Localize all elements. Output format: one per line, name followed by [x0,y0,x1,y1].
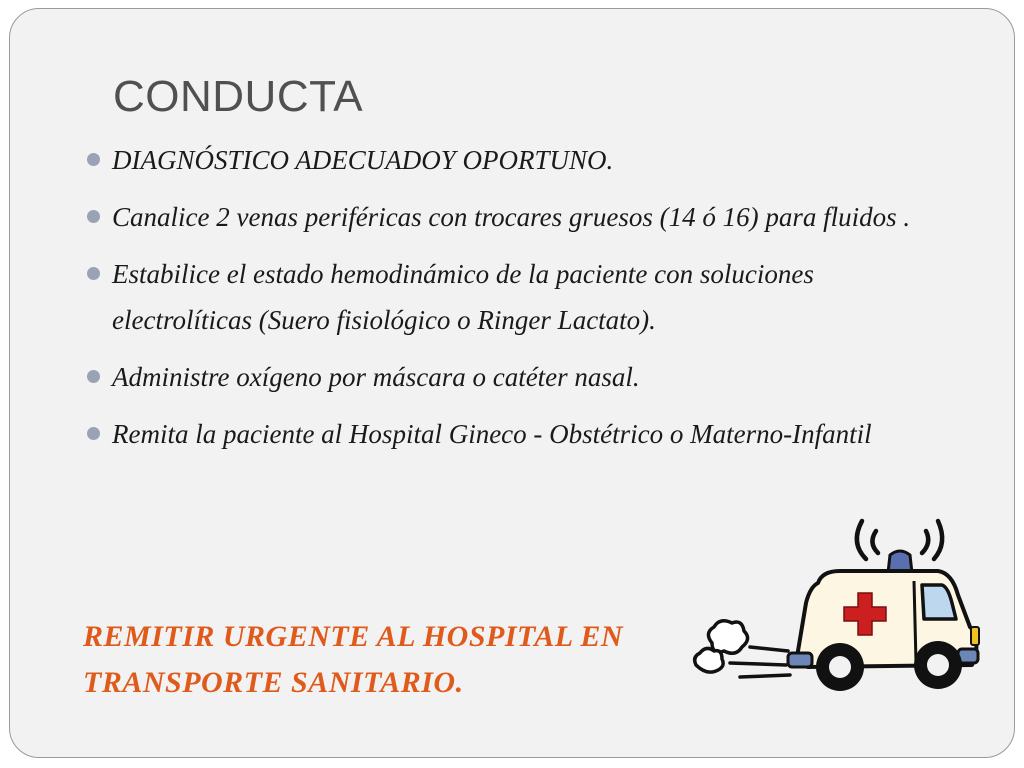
bullet-dot-icon [87,267,100,280]
bullet-dot-icon [87,427,100,440]
list-item [80,354,950,400]
bullet-text: Canalice 2 venas periféricas con trocares gruesos (14 ó 16) para fluidos . [112,202,911,232]
list-item [80,251,950,343]
bullet-dot-icon [87,370,100,383]
bullet-text: Remita la paciente al Hospital Gineco - Obstétrico o Materno-Infantil [112,419,872,449]
bullet-text: Estabilice el estado hemodinámico de la paciente con soluciones electrolíticas (Suero fisiológico o Ringer Lactato). [112,259,814,335]
bullet-dot-icon [87,210,100,223]
list-item [80,411,950,457]
bullet-text: DIAGNÓSTICO ADECUADOY OPORTUNO. [112,145,614,175]
callout-line: TRANSPORTE SANITARIO. [83,666,464,699]
bullet-dot-icon [87,153,100,166]
page-title: CONDUCTA [113,72,364,121]
bullet-list [80,137,950,468]
list-item [80,137,950,183]
list-item [80,194,950,240]
callout-line: REMITIR URGENTE AL HOSPITAL EN [83,620,624,653]
bullet-text: Administre oxígeno por máscara o catéter nasal. [112,362,640,392]
urgent-referral-callout [83,614,783,706]
ambulance-icon [690,515,985,700]
